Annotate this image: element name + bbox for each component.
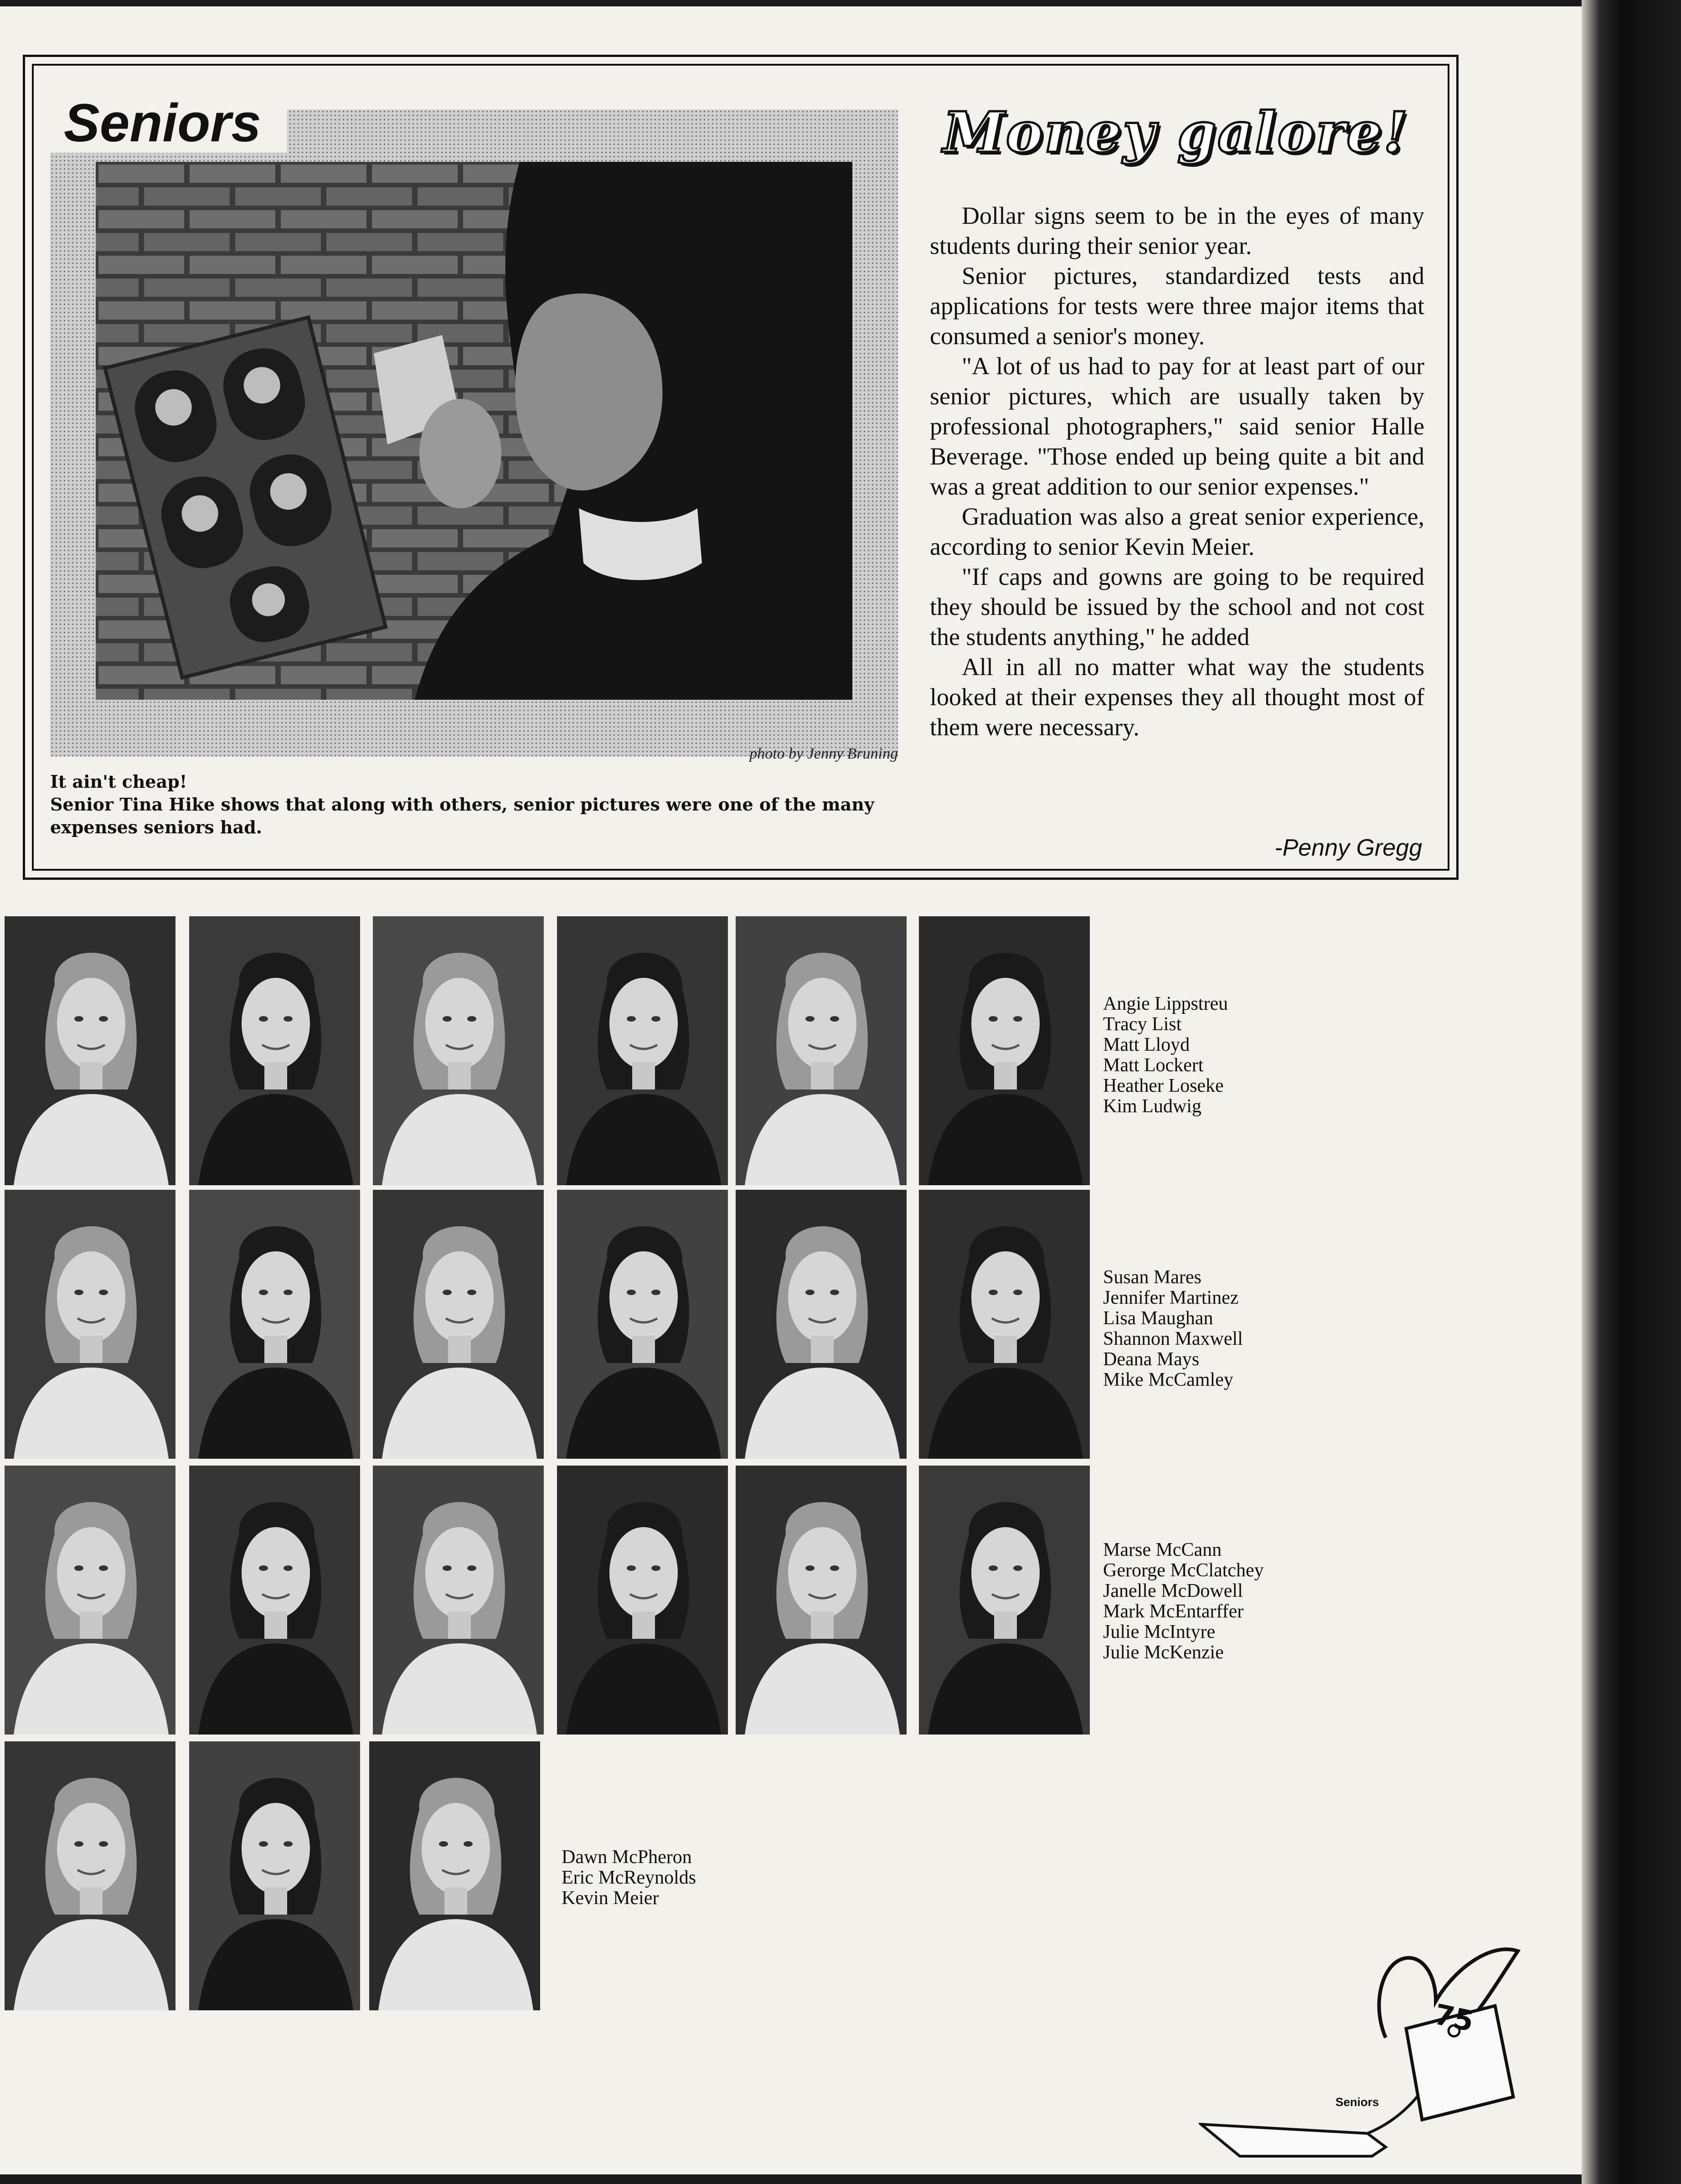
page-tag-graphic bbox=[1199, 1933, 1545, 2161]
name-list-row-4 bbox=[562, 1847, 696, 1909]
name-list-row-1 bbox=[1103, 994, 1228, 1117]
caption-title: It ain't cheap! bbox=[50, 771, 187, 792]
page-number: 75 bbox=[1431, 1997, 1477, 2039]
student-name: Gerorge McClatchey bbox=[1103, 1560, 1264, 1581]
feature-photo bbox=[96, 162, 852, 700]
student-name: Heather Loseke bbox=[1103, 1075, 1224, 1096]
section-title: Seniors bbox=[50, 93, 287, 153]
student-name: Eric McReynolds bbox=[562, 1867, 696, 1888]
story-paragraph: Graduation was also a great senior experience, according to senior Kevin Meier. bbox=[930, 503, 1424, 560]
story-paragraph: "A lot of us had to pay for at least part of our senior pictures, which are usually taken by professional photographers," said senior Halle Beverage. "Those ended up being quite a bit and was a great addition to our senior expenses." bbox=[930, 352, 1424, 500]
student-portrait bbox=[189, 916, 360, 1185]
story-body bbox=[930, 201, 1424, 742]
student-name: Kevin Meier bbox=[562, 1888, 659, 1909]
student-portrait bbox=[373, 916, 544, 1185]
page-top-edge bbox=[0, 0, 1582, 6]
student-name: Kim Ludwig bbox=[1103, 1096, 1201, 1117]
student-name: Tracy List bbox=[1103, 1014, 1182, 1035]
headline: Money galore! bbox=[943, 99, 1409, 165]
student-portrait bbox=[919, 1466, 1090, 1735]
student-name: Mike McCamley bbox=[1103, 1369, 1233, 1390]
student-name: Matt Lockert bbox=[1103, 1055, 1204, 1076]
name-list-row-3 bbox=[1103, 1540, 1264, 1663]
story-paragraph: Dollar signs seem to be in the eyes of many students during their senior year. bbox=[930, 202, 1424, 259]
student-name: Matt Lloyd bbox=[1103, 1034, 1190, 1055]
student-name: Lisa Maughan bbox=[1103, 1308, 1213, 1329]
student-portrait bbox=[5, 916, 175, 1185]
student-portrait bbox=[557, 1466, 728, 1735]
story-paragraph: "If caps and gowns are going to be required they should be issued by the school and not cost the students anything," he added bbox=[930, 563, 1424, 651]
page-bottom-edge bbox=[0, 2174, 1582, 2184]
byline: -Penny Gregg bbox=[1274, 835, 1422, 861]
student-portrait bbox=[557, 1190, 728, 1459]
student-name: Susan Mares bbox=[1103, 1267, 1201, 1288]
student-portrait bbox=[189, 1466, 360, 1735]
student-name: Dawn McPheron bbox=[562, 1847, 692, 1868]
student-name: Marse McCann bbox=[1103, 1539, 1222, 1560]
student-name: Deana Mays bbox=[1103, 1349, 1200, 1370]
student-portrait bbox=[736, 1466, 907, 1735]
book-spine-shadow bbox=[1582, 0, 1681, 2184]
student-portrait bbox=[373, 1466, 544, 1735]
name-list-row-2 bbox=[1103, 1267, 1243, 1390]
student-portrait bbox=[369, 1741, 540, 2010]
student-portrait bbox=[557, 916, 728, 1185]
student-portrait bbox=[5, 1190, 175, 1459]
student-name: Angie Lippstreu bbox=[1103, 993, 1228, 1014]
student-name: Julie McKenzie bbox=[1103, 1642, 1224, 1663]
student-portrait bbox=[919, 1190, 1090, 1459]
student-name: Janelle McDowell bbox=[1103, 1580, 1243, 1601]
section-label: Seniors bbox=[1336, 2095, 1379, 2109]
student-name: Mark McEntarffer bbox=[1103, 1601, 1244, 1622]
student-name: Shannon Maxwell bbox=[1103, 1328, 1243, 1349]
caption-text: Senior Tina Hike shows that along with others, senior pictures were one of the many expenses seniors had. bbox=[50, 794, 874, 837]
student-portrait bbox=[5, 1466, 175, 1735]
student-portrait bbox=[189, 1190, 360, 1459]
student-name: Julie McIntyre bbox=[1103, 1621, 1216, 1642]
student-portrait bbox=[5, 1741, 175, 2010]
student-portrait bbox=[189, 1741, 360, 2010]
photo-credit: photo by Jenny Bruning bbox=[749, 745, 898, 762]
student-portrait bbox=[736, 916, 907, 1185]
student-name: Jennifer Martinez bbox=[1103, 1287, 1239, 1308]
student-portrait bbox=[373, 1190, 544, 1459]
story-paragraph: All in all no matter what way the students looked at their expenses they all thought most of them were necessary. bbox=[930, 653, 1424, 741]
student-portrait bbox=[919, 916, 1090, 1185]
story-paragraph: Senior pictures, standardized tests and applications for tests were three major items that consumed a senior's money. bbox=[930, 262, 1424, 350]
feature-photo-illustration bbox=[96, 162, 852, 700]
photo-caption bbox=[50, 770, 898, 839]
student-portrait bbox=[736, 1190, 907, 1459]
